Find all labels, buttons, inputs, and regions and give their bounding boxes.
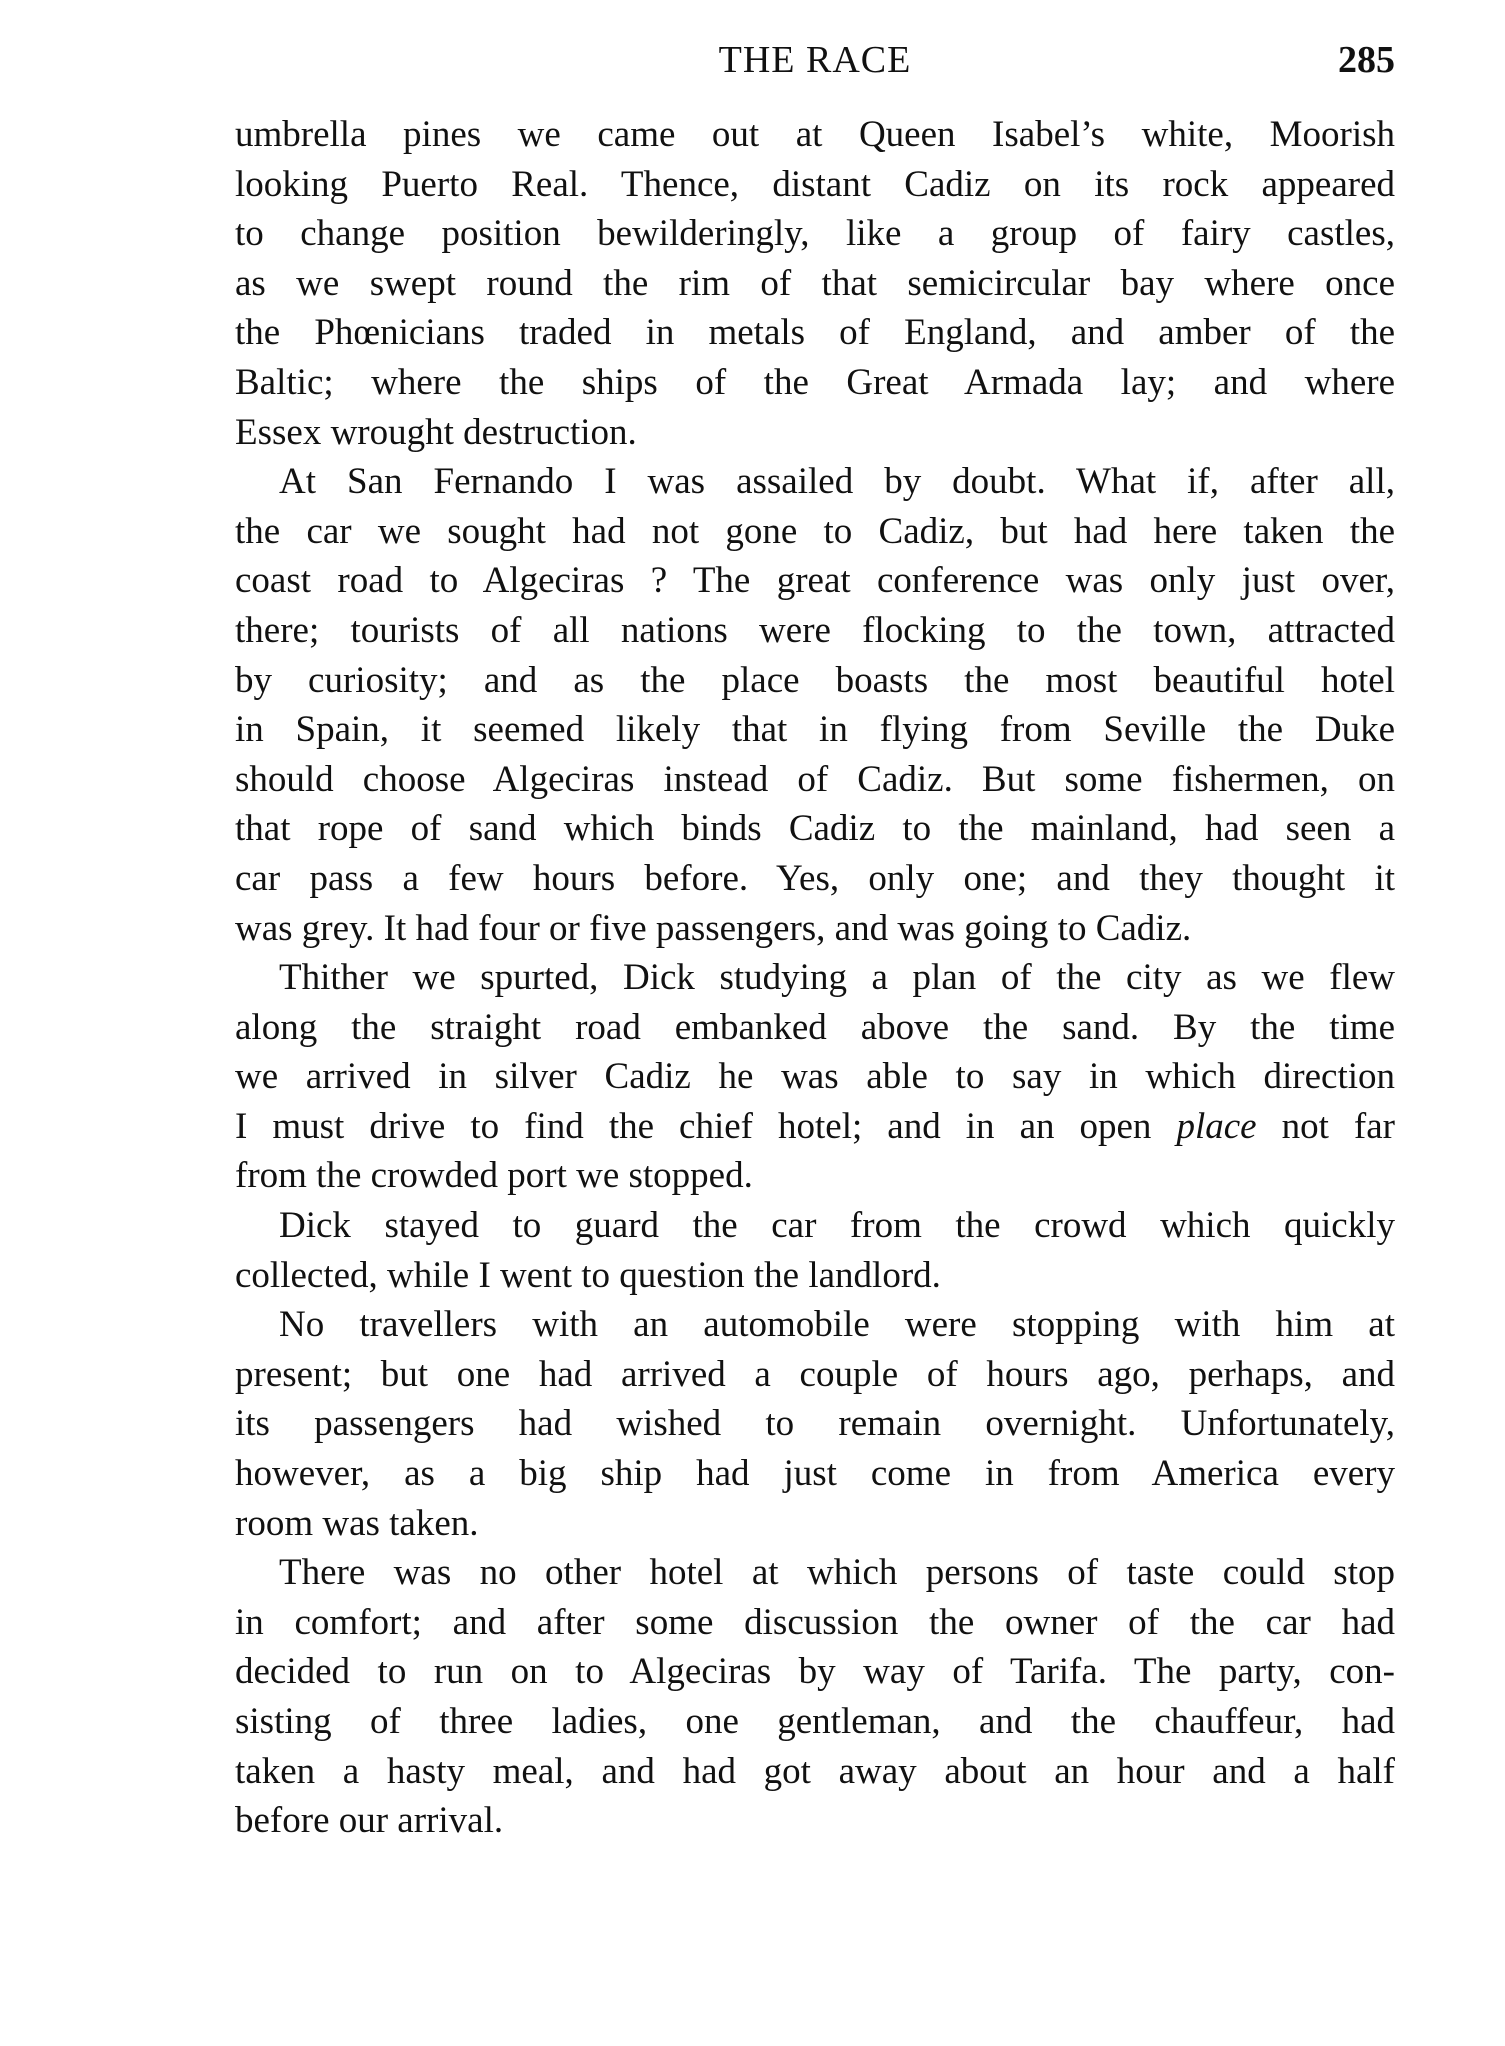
paragraph — [235, 1300, 1395, 1548]
running-header — [235, 38, 1395, 88]
text-line: was grey. It had four or five passengers, and was going to Cadiz. — [235, 907, 1192, 949]
text-line: present; but one had arrived a couple of hours ago, perhaps, and — [235, 1353, 1395, 1395]
paragraph — [235, 457, 1395, 953]
text-line: the Phœnicians traded in metals of England, and amber of the — [235, 312, 1395, 354]
text-line: we arrived in silver Cadiz he was able to say in which direction — [235, 1056, 1395, 1098]
emphasis: place — [1176, 1105, 1257, 1147]
text-line: collected, while I went to question the landlord. — [235, 1254, 941, 1296]
text-line: decided to run on to Algeciras by way of Tarifa. The party, con- — [235, 1651, 1395, 1693]
text-line: Dick stayed to guard the car from the crowd which quickly — [279, 1205, 1395, 1247]
page-body — [235, 110, 1395, 1846]
chapter-title: THE RACE — [718, 39, 912, 81]
text-line: in Spain, it seemed likely that in flying from Seville the Duke — [235, 709, 1395, 751]
text-line: taken a hasty meal, and had got away about an hour and a half — [235, 1750, 1395, 1792]
text-line: looking Puerto Real. Thence, distant Cadiz on its rock appeared — [235, 163, 1395, 205]
text-line: to change position bewilderingly, like a group of fairy castles, — [235, 213, 1395, 255]
text-line: along the straight road embanked above the sand. By the time — [235, 1006, 1395, 1048]
text-line: coast road to Algeciras ? The great conference was only just over, — [235, 560, 1395, 602]
text-line: that rope of sand which binds Cadiz to the mainland, had seen a — [235, 808, 1395, 850]
text-line: the car we sought had not gone to Cadiz, but had here taken the — [235, 510, 1395, 552]
text-line: by curiosity; and as the place boasts the most beautiful hotel — [235, 659, 1395, 701]
text-line: car pass a few hours before. Yes, only one; and they thought it — [235, 857, 1395, 899]
text-line: Baltic; where the ships of the Great Armada lay; and where — [235, 361, 1395, 403]
text-line: Thither we spurted, Dick studying a plan of the city as we flew — [279, 957, 1395, 999]
text-line: Essex wrought destruction. — [235, 411, 637, 453]
page-number: 285 — [1338, 39, 1395, 81]
text-line: room was taken. — [235, 1502, 479, 1544]
text-line: No travellers with an automobile were stopping with him at — [279, 1304, 1395, 1346]
text-line: in comfort; and after some discussion the owner of the car had — [235, 1601, 1395, 1643]
text-line: however, as a big ship had just come in from America every — [235, 1453, 1395, 1495]
text-line: as we swept round the rim of that semicircular bay where once — [235, 262, 1395, 304]
text-line: before our arrival. — [235, 1800, 504, 1842]
paragraph — [235, 953, 1395, 1201]
text-line: umbrella pines we came out at Queen Isabel’s white, Moorish — [235, 114, 1395, 155]
text-line: its passengers had wished to remain overnight. Unfortunately, — [235, 1403, 1395, 1445]
text-line: I must drive to find the chief hotel; and in an open place not far — [235, 1105, 1395, 1147]
text-line: there; tourists of all nations were flocking to the town, attracted — [235, 609, 1395, 651]
text-line: At San Fernando I was assailed by doubt. What if, after all, — [279, 461, 1395, 503]
text-line: should choose Algeciras instead of Cadiz. But some fishermen, on — [235, 758, 1395, 800]
paragraph — [235, 110, 1395, 457]
paragraph — [235, 1548, 1395, 1846]
text-line: sisting of three ladies, one gentleman, and the chauffeur, had — [235, 1701, 1395, 1742]
paragraph — [235, 1201, 1395, 1300]
text-line: There was no other hotel at which persons of taste could stop — [279, 1552, 1395, 1594]
text-line: from the crowded port we stopped. — [235, 1155, 753, 1197]
